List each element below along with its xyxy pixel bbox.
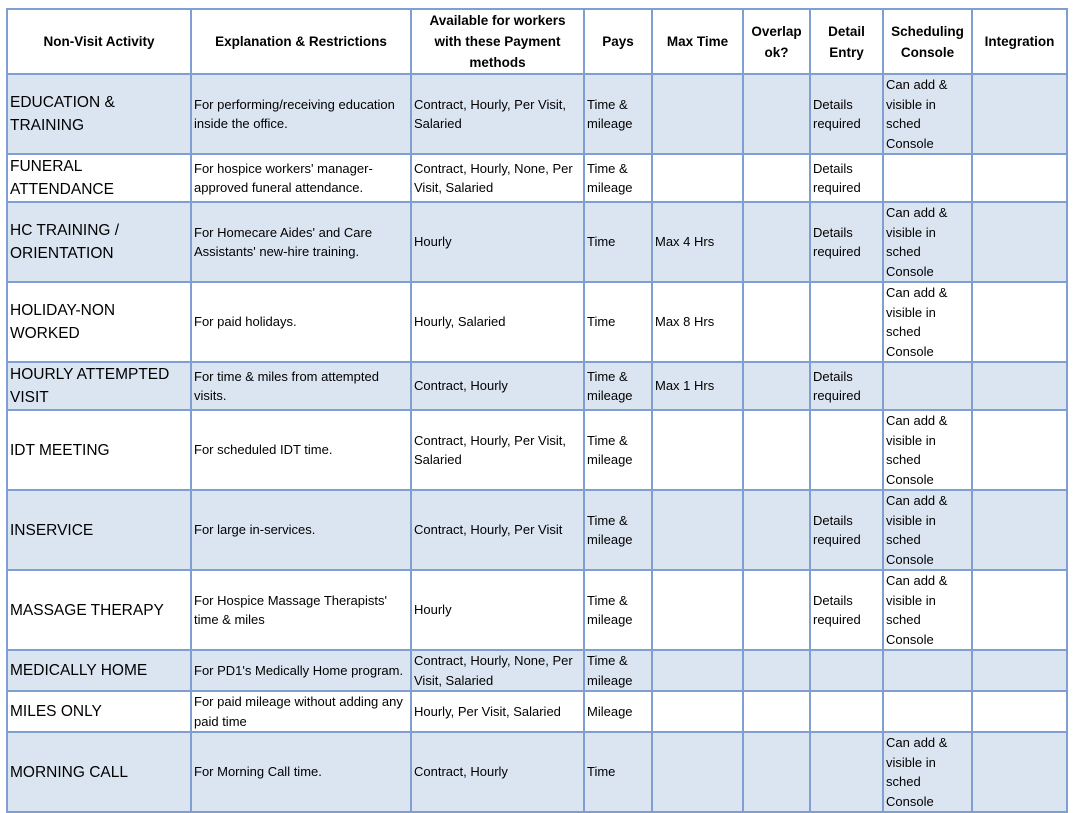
payment-methods-cell: Hourly [411,202,584,282]
explanation-cell: For hospice workers' manager-approved funeral attendance. [191,154,411,202]
header-overlap [743,9,810,74]
payment-methods-cell: Contract, Hourly, Per Visit, Salaried [411,74,584,154]
header-row [7,9,1067,74]
integration-cell [972,362,1067,410]
integration-cell [972,570,1067,650]
max-time-cell [652,74,743,154]
header-activity: Non-Visit Activity [7,9,191,74]
header-payment-line: methods [469,55,526,70]
non-visit-activity-table [6,8,1068,813]
table-row [7,282,1067,362]
max-time-cell [652,154,743,202]
detail-entry-cell: Details required [810,362,883,410]
scheduling-console-cell [883,691,972,732]
explanation-cell: For Homecare Aides' and Care Assistants' new-hire training. [191,202,411,282]
payment-methods-cell: Contract, Hourly [411,362,584,410]
scheduling-console-cell [883,362,972,410]
detail-entry-cell [810,691,883,732]
table-row [7,154,1067,202]
activity-cell: HC TRAINING / ORIENTATION [7,202,191,282]
integration-cell [972,650,1067,691]
overlap-cell [743,202,810,282]
payment-methods-cell: Hourly, Salaried [411,282,584,362]
activity-cell: HOURLY ATTEMPTED VISIT [7,362,191,410]
integration-cell [972,74,1067,154]
header-scheduling-line: Scheduling [891,23,964,39]
payment-methods-cell: Contract, Hourly [411,732,584,812]
max-time-cell: Max 4 Hrs [652,202,743,282]
explanation-cell: For Hospice Massage Therapists' time & miles [191,570,411,650]
activity-cell: EDUCATION & TRAINING [7,74,191,154]
detail-entry-cell [810,732,883,812]
header-max-time: Max Time [652,9,743,74]
explanation-cell: For scheduled IDT time. [191,410,411,490]
overlap-cell [743,691,810,732]
overlap-cell [743,74,810,154]
detail-entry-cell [810,410,883,490]
max-time-cell: Max 8 Hrs [652,282,743,362]
header-payment-methods [411,9,584,74]
header-payment-line: Available for workers [429,13,566,28]
table-row [7,570,1067,650]
integration-cell [972,154,1067,202]
header-scheduling-console [883,9,972,74]
pays-cell: Mileage [584,691,652,732]
overlap-cell [743,570,810,650]
scheduling-console-cell: Can add & visible in sched Console [883,282,972,362]
header-explanation: Explanation & Restrictions [191,9,411,74]
scheduling-console-cell: Can add & visible in sched Console [883,570,972,650]
overlap-cell [743,154,810,202]
detail-entry-cell: Details required [810,570,883,650]
integration-cell [972,732,1067,812]
table-row [7,650,1067,691]
overlap-cell [743,650,810,691]
max-time-cell: Max 1 Hrs [652,362,743,410]
scheduling-console-cell [883,650,972,691]
integration-cell [972,410,1067,490]
activity-cell: HOLIDAY-NON WORKED [7,282,191,362]
table-row [7,362,1067,410]
activity-cell: IDT MEETING [7,410,191,490]
explanation-cell: For large in-services. [191,490,411,570]
activity-cell: MORNING CALL [7,732,191,812]
detail-entry-cell: Details required [810,154,883,202]
header-overlap-line: ok? [764,44,789,60]
activity-cell: FUNERAL ATTENDANCE [7,154,191,202]
explanation-cell: For paid mileage without adding any paid time [191,691,411,732]
payment-methods-cell: Contract, Hourly, None, Per Visit, Salaried [411,650,584,691]
detail-entry-cell: Details required [810,74,883,154]
header-detail-line: Detail [828,23,865,39]
table-row [7,732,1067,812]
pays-cell: Time & mileage [584,362,652,410]
overlap-cell [743,490,810,570]
payment-methods-cell: Hourly, Per Visit, Salaried [411,691,584,732]
header-payment-line: with these Payment [434,34,561,49]
scheduling-console-cell: Can add & visible in sched Console [883,74,972,154]
header-integration: Integration [972,9,1067,74]
pays-cell: Time & mileage [584,570,652,650]
overlap-cell [743,410,810,490]
detail-entry-cell [810,282,883,362]
pays-cell: Time [584,732,652,812]
max-time-cell [652,570,743,650]
pays-cell: Time & mileage [584,74,652,154]
detail-entry-cell: Details required [810,202,883,282]
explanation-cell: For performing/receiving education inside the office. [191,74,411,154]
header-detail-entry [810,9,883,74]
integration-cell [972,691,1067,732]
pays-cell: Time & mileage [584,490,652,570]
explanation-cell: For time & miles from attempted visits. [191,362,411,410]
scheduling-console-cell [883,154,972,202]
scheduling-console-cell: Can add & visible in sched Console [883,490,972,570]
pays-cell: Time & mileage [584,410,652,490]
header-detail-line: Entry [829,44,864,60]
payment-methods-cell: Contract, Hourly, None, Per Visit, Salaried [411,154,584,202]
activity-cell: MASSAGE THERAPY [7,570,191,650]
overlap-cell [743,362,810,410]
table-row [7,691,1067,732]
pays-cell: Time [584,282,652,362]
integration-cell [972,202,1067,282]
integration-cell [972,490,1067,570]
max-time-cell [652,732,743,812]
scheduling-console-cell: Can add & visible in sched Console [883,410,972,490]
payment-methods-cell: Contract, Hourly, Per Visit, Salaried [411,410,584,490]
activity-cell: MILES ONLY [7,691,191,732]
payment-methods-cell: Contract, Hourly, Per Visit [411,490,584,570]
pays-cell: Time [584,202,652,282]
explanation-cell: For paid holidays. [191,282,411,362]
activity-cell: INSERVICE [7,490,191,570]
detail-entry-cell [810,650,883,691]
integration-cell [972,282,1067,362]
table-row [7,74,1067,154]
explanation-cell: For Morning Call time. [191,732,411,812]
max-time-cell [652,490,743,570]
max-time-cell [652,410,743,490]
table-row [7,490,1067,570]
overlap-cell [743,282,810,362]
activity-cell: MEDICALLY HOME [7,650,191,691]
header-pays: Pays [584,9,652,74]
table-row [7,202,1067,282]
scheduling-console-cell: Can add & visible in sched Console [883,732,972,812]
pays-cell: Time & mileage [584,650,652,691]
header-overlap-line: Overlap [751,23,802,39]
scheduling-console-cell: Can add & visible in sched Console [883,202,972,282]
max-time-cell [652,691,743,732]
max-time-cell [652,650,743,691]
explanation-cell: For PD1's Medically Home program. [191,650,411,691]
payment-methods-cell: Hourly [411,570,584,650]
overlap-cell [743,732,810,812]
header-scheduling-line: Console [900,44,955,60]
pays-cell: Time & mileage [584,154,652,202]
table-row [7,410,1067,490]
detail-entry-cell: Details required [810,490,883,570]
